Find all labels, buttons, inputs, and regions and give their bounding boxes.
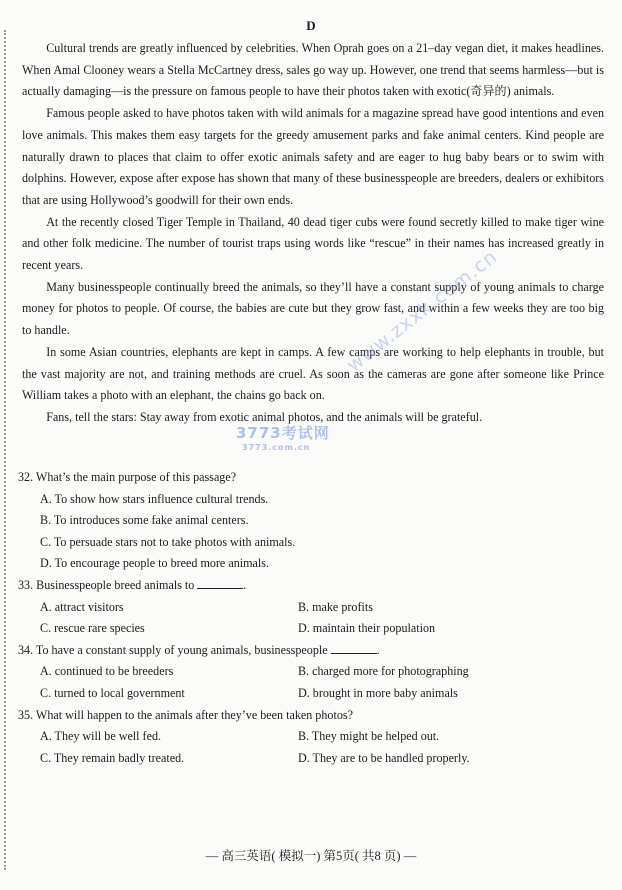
- option-b: B. They might be helped out.: [298, 729, 440, 744]
- option-d: D. brought in more baby animals: [298, 685, 458, 700]
- option-d: D. To encourage people to breed more animals.: [40, 556, 269, 571]
- question-stem: 32. What’s the main purpose of this passage?: [18, 470, 237, 484]
- option-c: C. They remain badly treated.: [40, 750, 185, 765]
- question-32: [18, 467, 608, 575]
- option-b: B. make profits: [298, 599, 373, 614]
- option-c: C. To persuade stars not to take photos with animals.: [40, 534, 296, 549]
- question-stem-end: .: [376, 642, 380, 657]
- question-stem-text: 34. To have a constant supply of young animals, businesspeople: [18, 642, 328, 657]
- question-stem: [18, 640, 608, 662]
- question-stem: 35. What will happen to the animals after they’ve been taken photos?: [18, 707, 353, 722]
- option-b: B. To introduces some fake animal centers.: [40, 513, 249, 528]
- question-stem-text: 33. Businesspeople breed animals to: [18, 577, 195, 592]
- question-34: [18, 640, 608, 705]
- reading-passage: [22, 38, 604, 429]
- option-d: D. maintain their population: [298, 621, 436, 636]
- option-c: C. rescue rare species: [40, 621, 145, 636]
- passage-paragraph-1: Cultural trends are greatly influenced by celebrities. When Oprah goes on a 21–day vegan diet, it makes headlines. When Amal Clooney wears a Stella McCartney dress, sales go way up. However, one trend that seems harmless—but is actually damaging—is the pressure on famous people to have their photos taken with exotic(奇异的) animals.: [22, 41, 604, 99]
- passage-paragraph-5: In some Asian countries, elephants are kept in camps. A few camps are working to help elephants in trouble, but the vast majority are not, and training methods are cruel. As soon as the cameras are gone after someone like Prince William takes a photo with an elephant, the chains go back on.: [22, 344, 604, 403]
- question-stem-end: .: [243, 577, 247, 592]
- binding-margin: [4, 30, 12, 870]
- option-a: A. They will be well fed.: [40, 729, 162, 744]
- option-a: A. attract visitors: [40, 599, 124, 614]
- watermark-sub: 3773.com.cn: [242, 443, 311, 452]
- question-33: [18, 575, 608, 640]
- page-footer: — 高三英语( 模拟一) 第5页( 共8 页) —: [205, 849, 417, 863]
- section-letter: D: [306, 18, 316, 33]
- passage-paragraph-2: Famous people asked to have photos taken with wild animals for a magazine spread have good intentions and even love animals. This makes them easy targets for the greedy amusement parks and fake animal centers. Kind people are naturally drawn to places that claim to offer exotic animals safety and are eager to hug baby bears or to swim with dolphins. However, expose after expose has shown that many of these businesspeople are breeders, dealers or exhibitors that are using Hollywood’s goodwill for their own ends.: [22, 106, 604, 207]
- question-list: [18, 467, 608, 769]
- question-stem: [18, 575, 608, 597]
- option-b: B. charged more for photographing: [298, 664, 469, 679]
- answer-blank: [331, 642, 377, 654]
- diagonal-watermark: www.zxxk.com.cn: [342, 245, 502, 377]
- option-a: A. continued to be breeders: [40, 664, 174, 679]
- option-d: D. They are to be handled properly.: [298, 750, 470, 765]
- passage-paragraph-6: Fans, tell the stars: Stay away from exotic animal photos, and the animals will be grateful.: [46, 409, 483, 424]
- option-c: C. turned to local government: [40, 685, 185, 700]
- passage-paragraph-4: Many businesspeople continually breed the animals, so they’ll have a constant supply of young animals to charge money for photos to people. Of course, the babies are cute but they grow fast, and within a few weeks they are too big to handle.: [22, 279, 604, 338]
- question-35: [18, 705, 608, 770]
- passage-paragraph-3: At the recently closed Tiger Temple in Thailand, 40 dead tiger cubs were found secretly killed to make tiger wine and other folk medicine. The number of tourist traps using words like “rescue” in their names has increased greatly in recent years.: [22, 214, 604, 273]
- watermark-main: 3773考试网: [236, 424, 330, 442]
- option-a: A. To show how stars influence cultural trends.: [40, 491, 269, 506]
- answer-blank: [197, 577, 243, 589]
